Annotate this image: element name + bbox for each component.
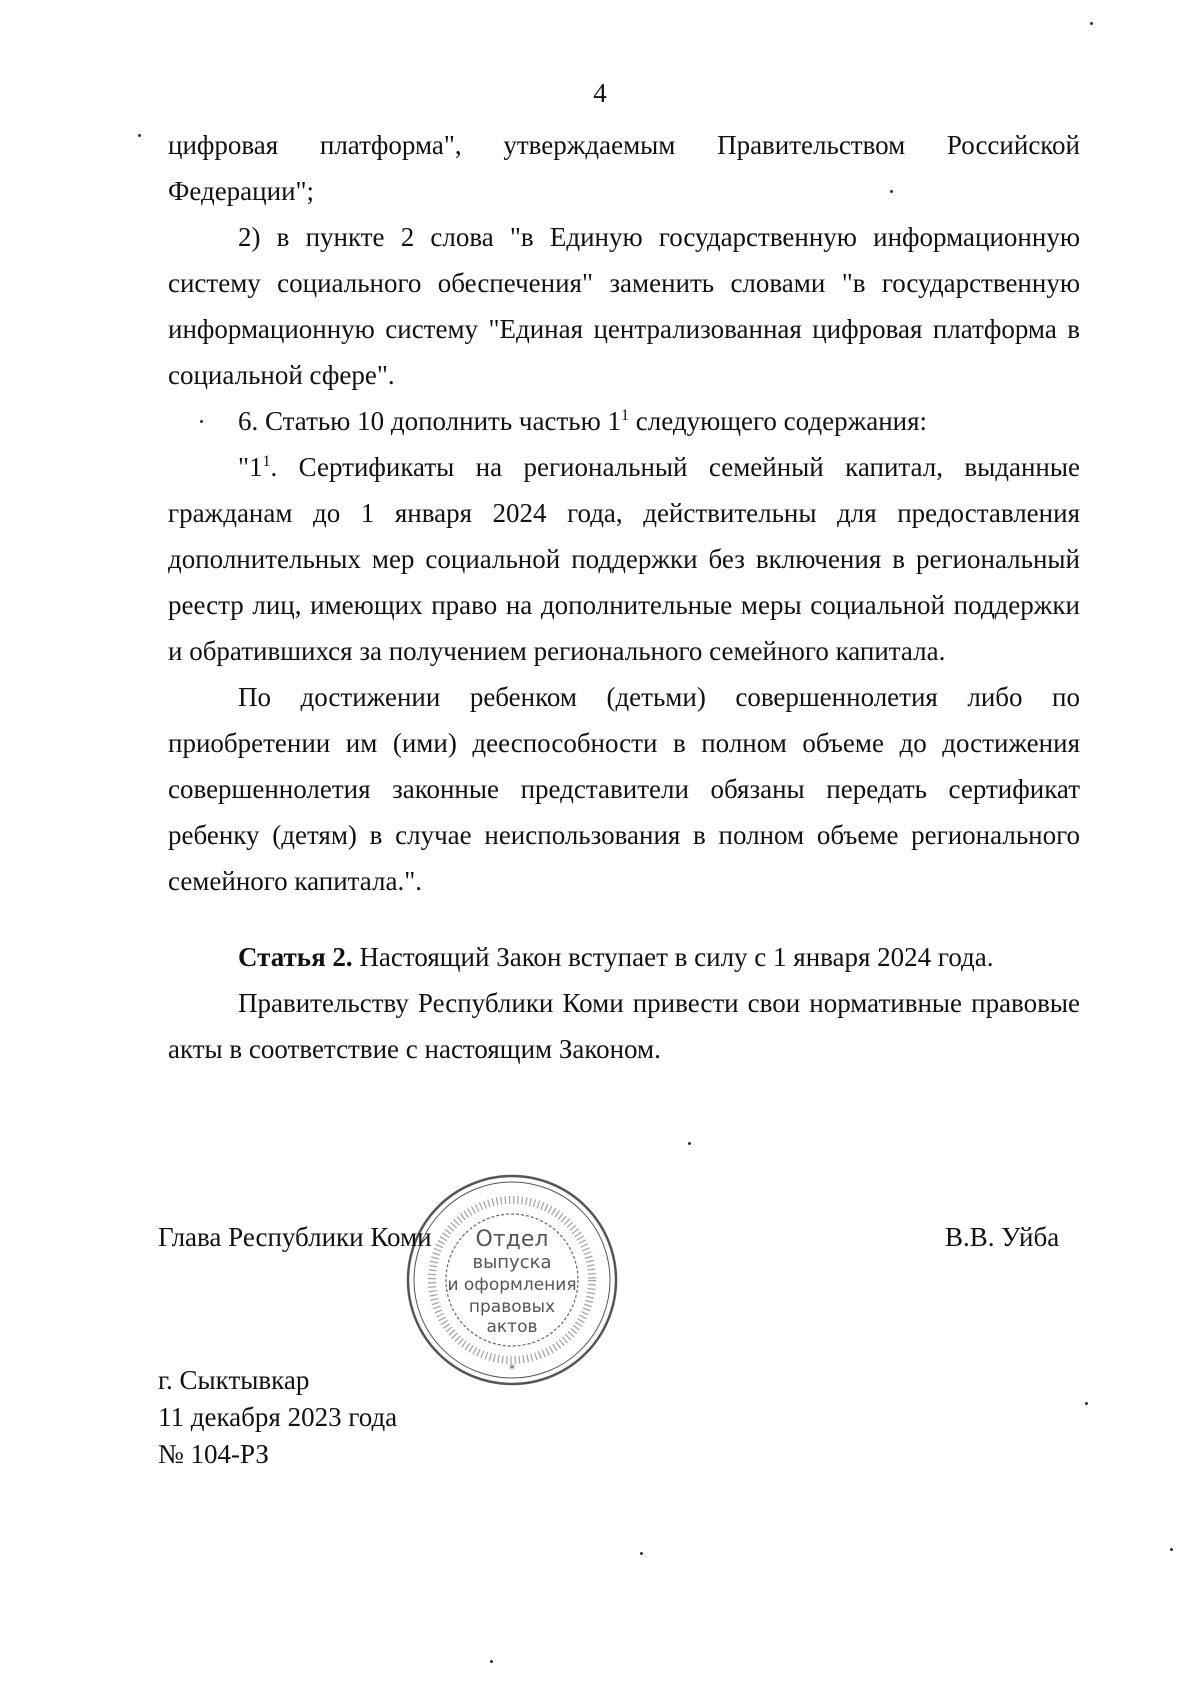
paragraph-4-open: "1 <box>238 452 263 482</box>
paragraph-5: По достижении ребенком (детьми) совершеннолетия либо по приобретении им (ими) дееспособности в полном объеме до достижения совершеннолетия законные представители обязаны передать сертификат ребенку (детям) в случае неиспользования в полном объеме регионального семейного капитала.". <box>168 682 1080 896</box>
paragraph-3-tail: следующего содержания: <box>629 406 928 436</box>
superscript: 1 <box>621 407 629 424</box>
city: г. Сыктывкар <box>158 1365 310 1395</box>
stamp-line-3: и оформления <box>447 1275 577 1295</box>
superscript: 1 <box>262 453 271 470</box>
document-body <box>168 122 1080 1072</box>
paragraph-1: цифровая платформа", утверждаемым Правительством Российской Федерации"; <box>168 130 1080 206</box>
signatory-name: В.В. Уйба <box>945 1222 1060 1252</box>
paragraph-7: Правительству Республики Коми привести свои нормативные правовые акты в соответствие с настоящим Законом. <box>168 988 1080 1064</box>
paragraph-2: 2) в пункте 2 слова "в Единую государственную информационную систему социального обеспечения" заменить словами "в государственную информационную систему "Единая централизованная цифровая платформа в социальной сфере". <box>168 222 1080 390</box>
scan-speck <box>890 190 893 193</box>
place-date-block <box>158 1362 397 1473</box>
stamp-line-5: актов <box>486 1317 538 1337</box>
scan-speck <box>490 1660 493 1663</box>
scan-speck <box>200 420 203 423</box>
paragraph-3 <box>168 398 1080 444</box>
stamp-line-2: выпуска <box>472 1252 552 1273</box>
page-number: 4 <box>593 78 607 108</box>
scan-speck <box>1170 1548 1173 1551</box>
scan-speck <box>1090 22 1093 25</box>
paragraph-4 <box>168 444 1080 674</box>
svg-text:*: * <box>509 1362 515 1376</box>
official-stamp <box>400 1168 625 1393</box>
stamp-line-1: Отдел <box>475 1227 549 1252</box>
paragraph-4-text: . Сертификаты на региональный семейный капитал, выданные гражданам до 1 января 2024 года, действительны для предоставления дополнительных мер социальной поддержки без включения в региональный реестр лиц, имеющих право на дополнительные меры социальной поддержки и обратившихся за получением регионального семейного капитала. <box>168 452 1080 666</box>
paragraph-3-text: 6. Статью 10 дополнить частью 1 <box>238 406 621 436</box>
scan-speck <box>1085 1402 1088 1405</box>
stamp-line-4: правовых <box>468 1297 556 1317</box>
scan-speck <box>138 134 141 137</box>
signing-date: 11 декабря 2023 года <box>158 1402 398 1432</box>
scan-speck <box>688 1142 691 1145</box>
scan-speck <box>640 1552 643 1555</box>
law-number: № 104-РЗ <box>158 1439 269 1469</box>
article-2-heading: Статья 2. <box>238 942 353 972</box>
article-2-text: Настоящий Закон вступает в силу с 1 января 2024 года. <box>352 942 994 972</box>
article-2 <box>168 934 1080 980</box>
spacer <box>168 904 1080 934</box>
stamp-text <box>447 1227 576 1337</box>
signatory-position: Глава Республики Коми <box>158 1222 432 1252</box>
